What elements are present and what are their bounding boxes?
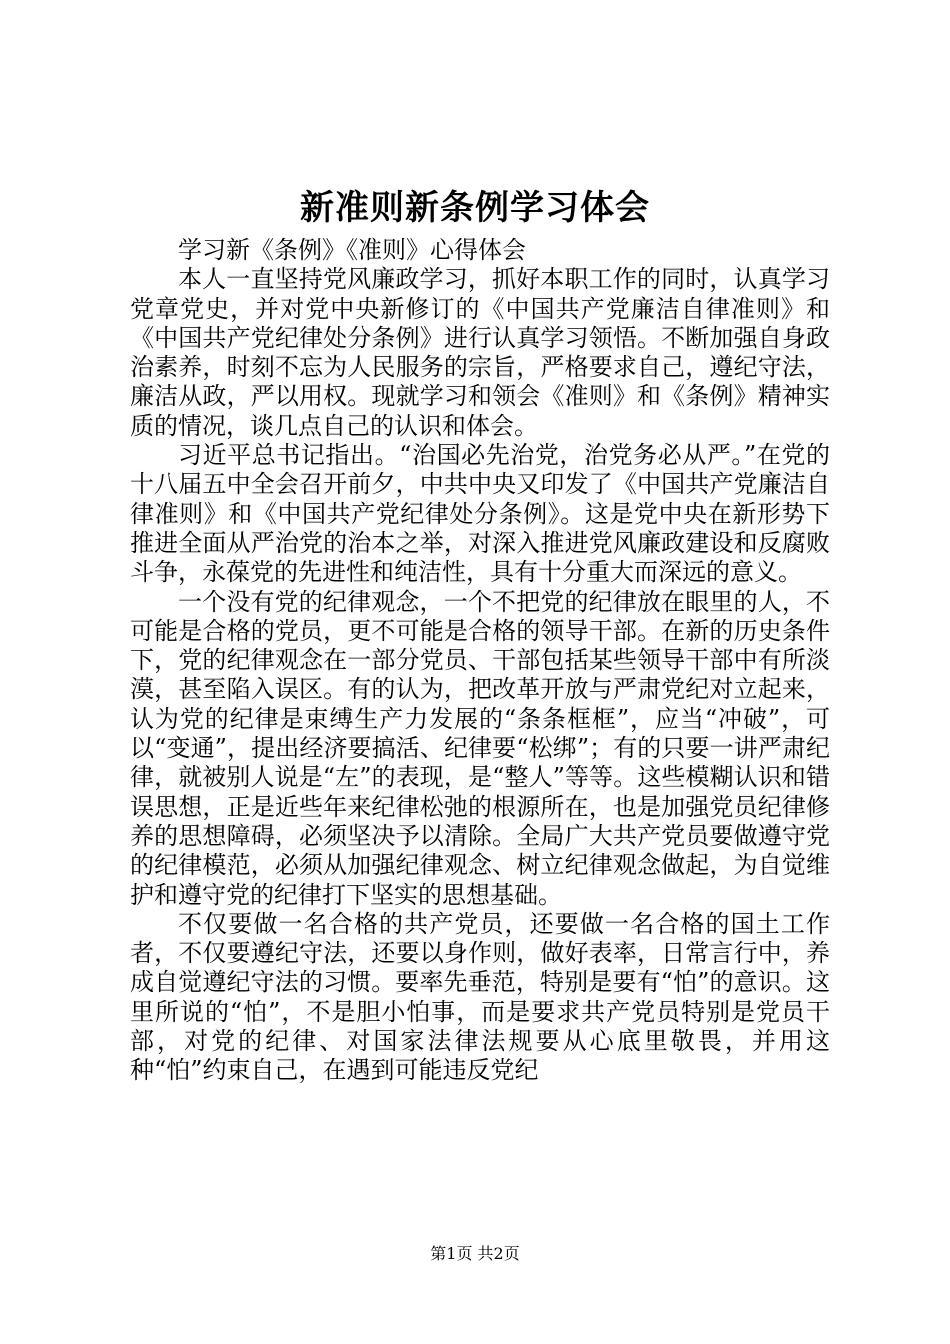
document-title: 新准则新条例学习体会 bbox=[300, 188, 650, 228]
body-paragraph: 一个没有党的纪律观念，一个不把党的纪律放在眼里的人，不可能是合格的党员，更不可能是合格的领导干部。在新的历史条件下，党的纪律观念在一部分党员、干部包括某些领导干部中有所淡漠，甚至陷入误区。有的认为，把改革开放与严肃党纪对立起来，认为党的纪律是束缚生产力发展的“条条框框”，应当“冲破”，可以“变通”，提出经济要搞活、纪律要“松绑”；有的只要一讲严肃纪律，就被别人说是“左”的表现，是“整人”等等。这些模糊认识和错误思想，正是近些年来纪律松弛的根源所在，也是加强党员纪律修养的思想障碍，必须坚决予以清除。全局广大共产党员要做遵守党的纪律模范，必须从加强纪律观念、树立纪律观念做起，为自觉维护和遵守党的纪律打下坚实的思想基础。 bbox=[130, 587, 830, 909]
page-footer: 第1页 共2页 bbox=[430, 1244, 520, 1263]
body-paragraph: 习近平总书记指出。“治国必先治党，治党务必从严。”在党的十八届五中全会召开前夕，中共中央又印发了《中国共产党廉洁自律准则》和《中国共产党纪律处分条例》。这是党中央在新形势下推进全面从严治党的治本之举，对深入推进党风廉政建设和反腐败斗争，永葆党的先进性和纯洁性，具有十分重大而深远的意义。 bbox=[130, 441, 830, 587]
body-paragraph: 本人一直坚持党风廉政学习，抓好本职工作的同时，认真学习党章党史，并对党中央新修订的《中国共产党廉洁自律准则》和《中国共产党纪律处分条例》进行认真学习领悟。不断加强自身政治素养，时刻不忘为人民服务的宗旨，严格要求自己，遵纪守法，廉洁从政，严以用权。现就学习和领会《准则》和《条例》精神实质的情况，谈几点自己的认识和体会。 bbox=[130, 265, 830, 440]
body-paragraph: 不仅要做一名合格的共产党员，还要做一名合格的国土工作者，不仅要遵纪守法，还要以身作则，做好表率，日常言行中，养成自觉遵纪守法的习惯。要率先垂范，特别是要有“怕”的意识。这里所说的“怕”，不是胆小怕事，而是要求共产党员特别是党员干部，对党的纪律、对国家法律法规要从心底里敬畏，并用这种“怕”约束自己，在遇到可能违反党纪 bbox=[130, 909, 830, 1085]
subtitle-paragraph: 学习新《条例》《准则》心得体会 bbox=[178, 236, 526, 264]
document-body bbox=[130, 236, 830, 1086]
